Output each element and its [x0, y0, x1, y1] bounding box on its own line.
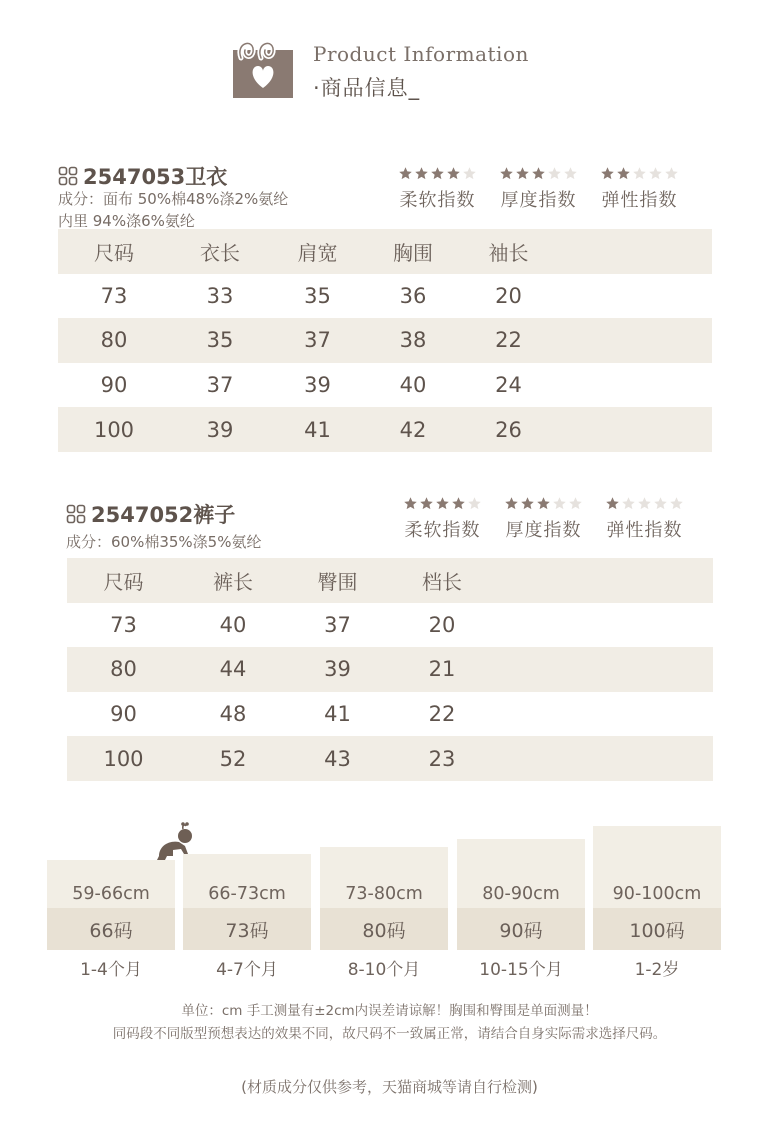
table-cell: 39 [324, 657, 351, 682]
table-cell: 35 [206, 328, 234, 353]
star-icon [600, 166, 615, 181]
star-icon [637, 496, 652, 511]
star-icon [520, 496, 535, 511]
star-icon [653, 496, 668, 511]
age-label: 1-2岁 [634, 960, 680, 980]
age-size-chart [47, 820, 722, 990]
star-icon [419, 496, 434, 511]
star-icon [536, 496, 551, 511]
spacer-cell [495, 736, 713, 781]
table-cell: 42 [399, 417, 427, 442]
rating-label: 弹性指数 [601, 190, 678, 211]
table-cell: 41 [324, 702, 351, 727]
table-header-row [58, 229, 712, 274]
table-cell: 80 [110, 657, 137, 682]
table-row [58, 318, 712, 363]
product-title [58, 161, 227, 191]
column-header: 尺码 [94, 240, 134, 265]
column-header: 臀围 [317, 569, 358, 594]
star-icon [648, 166, 663, 181]
table-cell: 37 [324, 612, 351, 637]
rating-label: 厚度指数 [505, 520, 582, 541]
star-icon [621, 496, 636, 511]
star-icon [414, 166, 429, 181]
table-cell: 52 [219, 746, 247, 771]
product-title-text: 2547053卫衣 [83, 165, 228, 189]
table-cell: 44 [219, 657, 247, 682]
table-cell: 26 [495, 417, 522, 442]
table-cell: 22 [495, 328, 522, 353]
table-cell: 39 [206, 417, 234, 442]
table-cell: 41 [304, 417, 331, 442]
column-header: 胸围 [393, 240, 433, 265]
table-cell: 22 [428, 702, 456, 727]
size-column [183, 854, 311, 980]
rating-label: 厚度指数 [500, 190, 577, 211]
rating-item [398, 166, 477, 212]
star-icon [462, 166, 477, 181]
star-icon [664, 166, 679, 181]
spacer-cell [556, 229, 712, 274]
ratings-group [403, 496, 684, 542]
age-label: 1-4个月 [80, 960, 142, 980]
age-label: 4-7个月 [216, 960, 278, 980]
rating-item [403, 496, 482, 542]
shopping-bag-heart-icon [231, 36, 295, 100]
table-cell: 40 [399, 373, 427, 398]
spacer-cell [556, 274, 712, 319]
star-icon [446, 166, 461, 181]
table-row [58, 363, 712, 408]
table-cell: 20 [495, 283, 522, 308]
table-cell: 33 [206, 283, 234, 308]
column-header: 档长 [422, 569, 462, 594]
product-title [66, 499, 235, 529]
spacer-cell [556, 363, 712, 408]
height-range: 90-100cm [612, 884, 702, 904]
header-title-en: Product Information [313, 42, 529, 66]
table-cell: 37 [304, 328, 331, 353]
table-row [58, 407, 712, 452]
rating-label: 柔软指数 [404, 520, 481, 541]
table-row [67, 736, 713, 781]
star-icon [568, 496, 583, 511]
ratings-group [398, 166, 679, 212]
star-icon [616, 166, 631, 181]
footer-disclaimer: (材质成分仅供参考，天猫商城等请自行检测) [241, 1078, 538, 1096]
star-icon [547, 166, 562, 181]
star-rating [600, 166, 679, 182]
composition-line: 成分：60%棉35%涤5%氨纶 [66, 533, 262, 551]
column-header: 衣长 [200, 240, 240, 265]
star-icon [515, 166, 530, 181]
column-header: 裤长 [213, 569, 253, 594]
table-cell: 36 [399, 283, 427, 308]
rating-item [499, 166, 578, 212]
column-header: 肩宽 [297, 240, 338, 265]
size-table [67, 558, 713, 781]
star-icon [531, 166, 546, 181]
table-row [67, 692, 713, 737]
star-icon [552, 496, 567, 511]
age-label: 10-15个月 [479, 960, 563, 980]
spacer-cell [556, 407, 712, 452]
composition-line: 内里 94%涤6%氨纶 [58, 212, 195, 230]
size-table [58, 229, 712, 452]
spacer-cell [495, 603, 713, 648]
star-icon [669, 496, 684, 511]
star-rating [605, 496, 684, 512]
table-cell: 80 [100, 328, 128, 353]
star-rating [504, 496, 583, 512]
header-title-cn: ·商品信息_ [313, 76, 421, 100]
spacer-cell [495, 558, 713, 603]
size-label: 100码 [593, 908, 721, 950]
rating-item [504, 496, 583, 542]
spacer-cell [556, 318, 712, 363]
table-cell: 24 [495, 373, 522, 398]
note-line: 同码段不同版型预想表达的效果不同，故尺码不一致属正常，请结合自身实际需求选择尺码。 [112, 1026, 667, 1042]
table-row [67, 603, 713, 648]
size-label: 66码 [47, 908, 175, 950]
rating-label: 弹性指数 [606, 520, 683, 541]
table-cell: 23 [428, 746, 456, 771]
table-cell: 48 [219, 702, 247, 727]
star-icon [605, 496, 620, 511]
age-label: 8-10个月 [347, 960, 421, 980]
star-icon [398, 166, 413, 181]
height-range: 80-90cm [482, 884, 560, 904]
size-label: 80码 [320, 908, 448, 950]
star-icon [403, 496, 418, 511]
star-icon [467, 496, 482, 511]
grid-icon [58, 166, 78, 186]
table-cell: 100 [103, 746, 144, 771]
table-cell: 35 [304, 283, 331, 308]
rating-label: 柔软指数 [399, 190, 476, 211]
table-row [67, 647, 713, 692]
size-label: 90码 [457, 908, 585, 950]
star-icon [632, 166, 647, 181]
star-icon [435, 496, 450, 511]
grid-icon [66, 504, 86, 524]
star-rating [398, 166, 477, 182]
table-cell: 100 [93, 417, 135, 442]
spacer-cell [495, 647, 713, 692]
size-column [593, 826, 721, 980]
table-row [58, 274, 712, 319]
rating-item [605, 496, 684, 542]
star-icon [451, 496, 466, 511]
table-header-row [67, 558, 713, 603]
star-icon [499, 166, 514, 181]
star-icon [563, 166, 578, 181]
product-title-text: 2547052裤子 [91, 503, 236, 527]
composition-line: 成分：面布 50%棉48%涤2%氨纶 [58, 190, 289, 208]
size-column [457, 839, 585, 980]
height-range: 66-73cm [208, 884, 286, 904]
spacer-cell [495, 692, 713, 737]
table-cell: 40 [219, 612, 247, 637]
table-cell: 38 [399, 328, 427, 353]
table-cell: 73 [110, 612, 137, 637]
column-header: 尺码 [103, 569, 144, 594]
table-cell: 20 [428, 612, 456, 637]
star-icon [504, 496, 519, 511]
size-label: 73码 [183, 908, 311, 950]
size-column [320, 847, 448, 980]
height-range: 59-66cm [72, 884, 150, 904]
rating-item [600, 166, 679, 212]
table-cell: 43 [324, 746, 351, 771]
height-range: 73-80cm [345, 884, 423, 904]
star-icon [430, 166, 445, 181]
table-cell: 73 [100, 283, 128, 308]
star-rating [403, 496, 482, 512]
table-cell: 90 [100, 373, 128, 398]
note-line: 单位：cm 手工测量有±2cm内误差请谅解！胸围和臀围是单面测量！ [181, 1003, 598, 1019]
table-cell: 37 [206, 373, 234, 398]
size-column [47, 860, 175, 980]
column-header: 袖长 [488, 240, 529, 265]
star-rating [499, 166, 578, 182]
table-cell: 21 [428, 657, 456, 682]
table-cell: 90 [110, 702, 137, 727]
table-cell: 39 [304, 373, 331, 398]
